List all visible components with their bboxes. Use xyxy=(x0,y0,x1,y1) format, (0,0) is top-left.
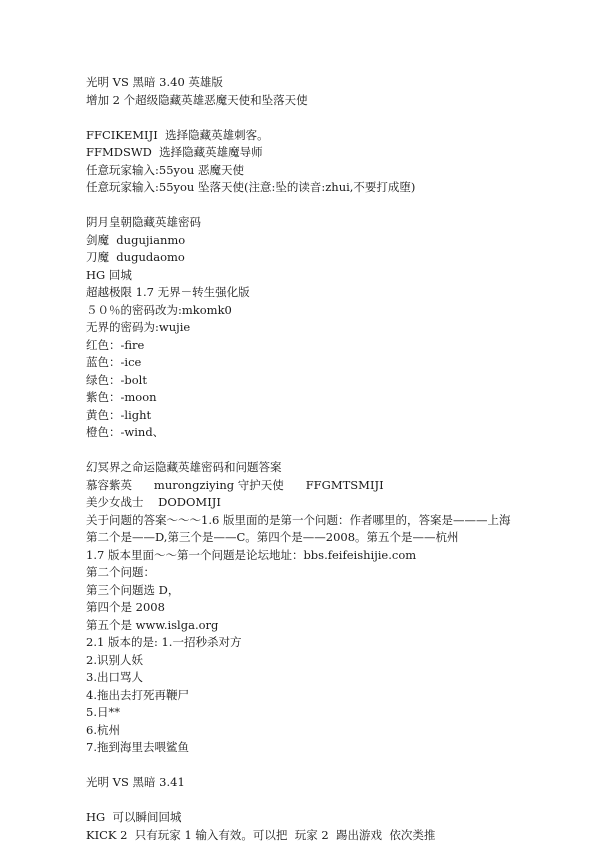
text-line: ５０％的密码改为:mkomk0 xyxy=(86,302,232,317)
document-page xyxy=(86,74,546,844)
text-line: 黄色：-light xyxy=(86,407,152,422)
blank-line xyxy=(86,109,546,127)
text-line: 刀魔 dugudaomo xyxy=(86,250,185,264)
blank-line xyxy=(86,197,546,215)
text-line: 美少女战士 DODOMIJI xyxy=(86,495,221,509)
text-line: 紫色：-moon xyxy=(86,390,157,404)
text-line: 红色：-fire xyxy=(86,337,145,352)
text-line: 6.杭州 xyxy=(86,722,120,737)
text-line: 7.拖到海里去喂鲨鱼 xyxy=(86,740,189,754)
text-line: 关于问题的答案～～～1.6 版里面的是第一个问题：作者哪里的，答案是———上海 xyxy=(86,512,511,527)
text-line: 第二个问题： xyxy=(86,565,155,579)
blank-line xyxy=(86,792,546,810)
text-line: 橙色：-wind、 xyxy=(86,425,165,439)
text-line: 无界的密码为:wujie xyxy=(86,320,191,334)
text-line: 增加 2 个超级隐藏英雄恶魔天使和坠落天使 xyxy=(86,92,308,107)
text-line: FFMDSWD 选择隐藏英雄魔导师 xyxy=(86,145,263,159)
text-line: 第五个是 www.islga.org xyxy=(86,617,219,632)
text-line: 第二个是——D,第三个是——C。第四个是——2008。第五个是——杭州 xyxy=(86,530,459,544)
text-line: 光明 VS 黑暗 3.40 英雄版 xyxy=(86,75,223,89)
text-line: 2.识别人妖 xyxy=(86,652,143,667)
text-line: 第三个问题选 D， xyxy=(86,582,180,597)
text-line: KICK 2 只有玩家 1 输入有效。可以把 玩家 2 踢出游戏 依次类推 xyxy=(86,827,436,842)
text-line: 绿色：-bolt xyxy=(86,372,147,387)
text-line: 3.出口骂人 xyxy=(86,670,143,684)
text-line: 1.7 版本里面～～第一个问题是论坛地址：bbs.feifeishijie.com xyxy=(86,547,417,562)
text-line: HG 可以瞬间回城 xyxy=(86,810,182,824)
text-line: 慕容紫英 murongziying 守护天使 FFGMTSMIJI xyxy=(86,477,384,492)
text-line: 2.1 版本的是: 1.一招秒杀对方 xyxy=(86,635,242,649)
text-line: 剑魔 dugujianmo xyxy=(86,232,186,247)
text-line: 任意玩家输入:55you 坠落天使(注意:坠的读音:zhui,不要打成堕) xyxy=(86,180,416,194)
text-line: 5.日** xyxy=(86,705,120,719)
section-heading: 阴月皇朝隐藏英雄密码 xyxy=(86,215,201,229)
text-line: HG 回城 xyxy=(86,267,132,282)
section-heading: 超越极限 1.7 无界－转生强化版 xyxy=(86,285,250,299)
section-heading: 光明 VS 黑暗 3.41 xyxy=(86,775,185,789)
section-heading: 幻冥界之命运隐藏英雄密码和问题答案 xyxy=(86,460,282,474)
blank-line xyxy=(86,442,546,460)
text-line: 4.拖出去打死再鞭尸 xyxy=(86,687,189,702)
text-line: 蓝色：-ice xyxy=(86,355,142,369)
blank-line xyxy=(86,757,546,775)
text-line: 任意玩家输入:55you 恶魔天使 xyxy=(86,162,244,177)
text-line: 第四个是 2008 xyxy=(86,600,165,614)
text-line: FFCIKEMIJI 选择隐藏英雄刺客。 xyxy=(86,127,269,142)
